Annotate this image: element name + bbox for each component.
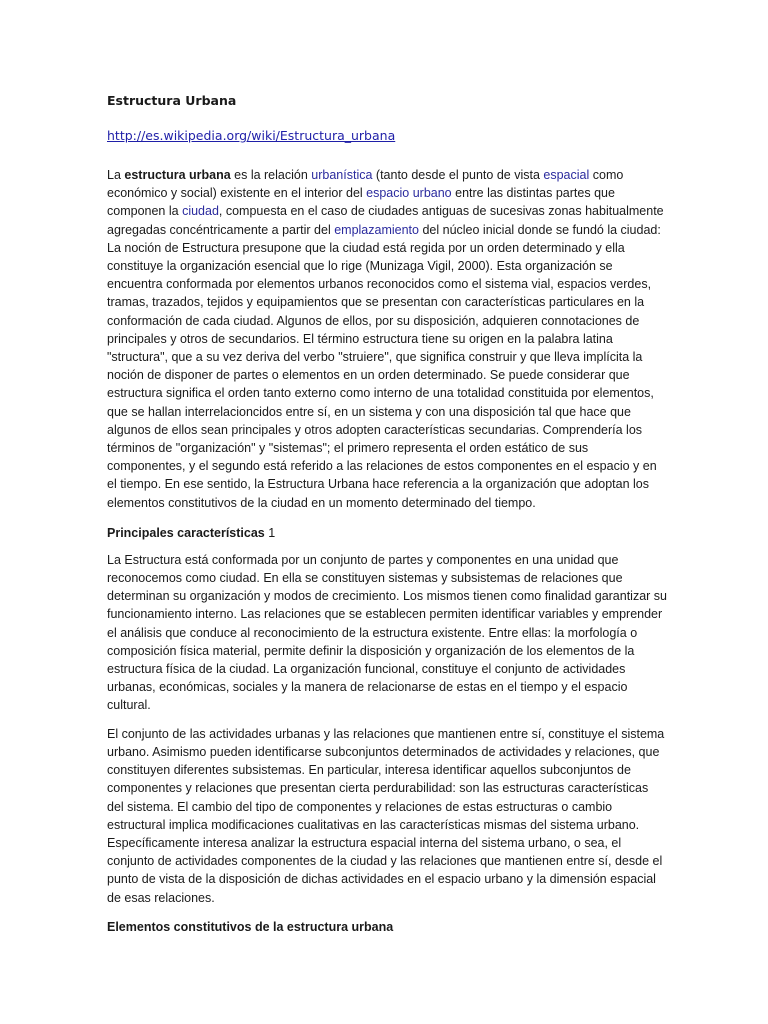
section-heading-elementos: Elementos constitutivos de la estructura urbana — [107, 919, 394, 934]
body-paragraph-1: La Estructura está conformada por un conjunto de partes y componentes en una unidad que reconocemos como ciudad. En ella se constituyen sistemas y subsistemas de relaciones que determinan su organización y modos de crecimiento. Los mismos tienen como finalidad garantizar su funcionamiento interno. Las relaciones que se establecen permiten identificar variables y emprender el análisis que conduce al reconocimiento de la estructura existente. Entre ellas: la morfología o composición física material, permite definir la disposición y organización de los elementos de la estructura física de la ciudad. La organización funcional, constituye el conjunto de actividades urbanas, económicas, sociales y la manera de relacionarse de estas en el tiempo y el espacio cultural. — [107, 552, 668, 713]
section-heading-text: Principales características — [107, 525, 265, 540]
intro-text-1: La — [107, 168, 125, 182]
intro-text-2: es la relación — [230, 168, 312, 182]
document-title: Estructura Urbana — [107, 93, 237, 108]
source-link[interactable]: http://es.wikipedia.org/wiki/Estructura_urbana — [107, 128, 396, 143]
link-espacial[interactable]: espacial — [543, 168, 590, 182]
intro-text-7: del núcleo inicial donde se fundó la ciudad: La noción de Estructura presupone que la ciudad está regida por un orden determinado y ella constituye la organización esencial que lo rige (Munizaga Vigil, 2000). Esta organización se encuentra conformada por elementos urbanos reconocidos como el sistema vial, espacios verdes, tramas, trazados, tejidos y equipamientos que se presentan con características particulares en la conformación de cada ciudad. Algunos de ellos, por su disposición, adquieren connotaciones de principales y otros de secundarios. El término estructura tiene su origen en la palabra latina "structura", que a su vez deriva del verbo "struiere", que significa construir y que lleva implícita la noción de disponer de partes o elementos en un orden determinado. Se puede considerar que estructura significa el orden tanto externo como interno de una totalidad constituida por elementos, que se hallan interrelacioncidos entre sí, en un sistema y con una disposición tal que hace que algunos de ellos sean principales y otros adopten características secundarias. Comprendería los términos de "organización" y "sistemas"; el primero representa el orden estático de sus componentes, y el segundo está referido a las relaciones de estos componentes en el espacio y en el tiempo. En ese sentido, la Estructura Urbana hace referencia a la organización que adoptan los elementos constitutivos de la ciudad en un momento determinado del tiempo. — [107, 222, 661, 510]
intro-text-4: como económico y social) existente en el interior del — [107, 168, 624, 201]
link-urbanistica[interactable]: urbanística — [311, 168, 373, 182]
intro-text-3: (tanto desde el punto de vista — [372, 168, 544, 182]
intro-paragraph — [107, 166, 667, 512]
document-content — [107, 92, 667, 936]
section-heading-caracteristicas — [107, 524, 667, 542]
intro-text-6: , compuesta en el caso de ciudades antiguas de sucesivas zonas habitualmente agregadas concéntricamente a partir del — [107, 204, 664, 237]
link-espacio-urbano[interactable]: espacio urbano — [366, 186, 452, 201]
footnote-marker: 1 — [264, 525, 276, 540]
intro-bold-term: estructura urbana — [124, 168, 231, 182]
intro-text-5: entre las distintas partes que componen la — [107, 186, 615, 219]
link-emplazamiento[interactable]: emplazamiento — [334, 222, 419, 237]
body-paragraph-2: El conjunto de las actividades urbanas y las relaciones que mantienen entre sí, constituye el sistema urbano. Asimismo pueden identificarse subconjuntos determinados de actividades y relaciones, que constituyen diferentes subsistemas. En particular, interesa identificar aquellos subconjuntos de componentes y relaciones que presentan cierta perdurabilidad: son las estructuras características del sistema. El cambio del tipo de componentes y relaciones de estas estructuras o cambio estructural implica modificaciones cualitativas en las características mismas del sistema urbano. Específicamente interesa analizar la estructura espacial interna del sistema urbano, o sea, el conjunto de actividades componentes de la ciudad y las relaciones que mantienen entre sí, desde el punto de vista de la disposición de dichas actividades en el espacio urbano y la dimensión espacial de esas relaciones. — [107, 726, 665, 905]
link-ciudad[interactable]: ciudad — [182, 204, 219, 219]
